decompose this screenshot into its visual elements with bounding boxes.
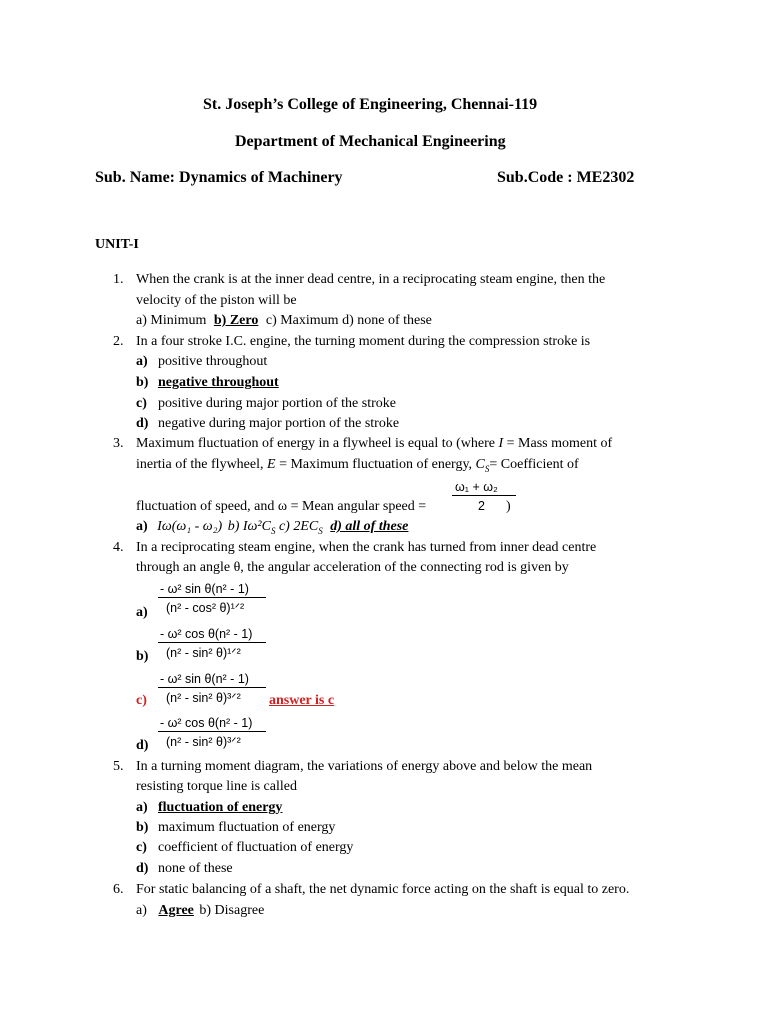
- q2-option-b-answer: negative throughout: [158, 375, 279, 390]
- q5-option-b-label: b): [136, 820, 149, 835]
- q3-fraction-numerator: ω₁ + ω₂: [455, 480, 498, 494]
- q4-option-c-bar: [158, 687, 266, 688]
- q4-line2: through an angle θ, the angular acceleration of the connecting rod is given by: [136, 560, 569, 575]
- q4-option-c-numerator: - ω² sin θ(n² - 1): [160, 672, 249, 686]
- q5-option-b-text: maximum fluctuation of energy: [158, 820, 336, 835]
- q4-answer-note: answer is c: [269, 693, 335, 708]
- q5-option-c-text: coefficient of fluctuation of energy: [158, 840, 354, 855]
- q2-number: 2.: [113, 334, 124, 349]
- unit-heading: UNIT-I: [95, 237, 139, 252]
- q4-option-a-denominator: (n² - cos² θ)¹ᐟ²: [166, 601, 245, 615]
- q6-number: 6.: [113, 882, 124, 897]
- q2-text: In a four stroke I.C. engine, the turning moment during the compression stroke is: [136, 334, 591, 349]
- q5-option-a-answer: fluctuation of energy: [158, 800, 283, 815]
- q4-line1: In a reciprocating steam engine, when the crank has turned from inner dead centre: [136, 540, 597, 555]
- q5-number: 5.: [113, 759, 124, 774]
- q1-option-a: a) Minimum: [136, 313, 207, 328]
- q4-option-b-denominator: (n² - sin² θ)¹ᐟ²: [166, 646, 241, 660]
- q3-number: 3.: [113, 436, 124, 451]
- q2-option-a-text: positive throughout: [158, 354, 268, 369]
- q1-options: [136, 312, 432, 330]
- q3-fraction-denominator: 2: [478, 499, 485, 513]
- q6-option-a-answer: Agree: [158, 903, 194, 918]
- q4-option-d-numerator: - ω² cos θ(n² - 1): [160, 716, 253, 730]
- q3-line1: Maximum fluctuation of energy in a flywheel is equal to (where I = Mass moment of: [136, 436, 613, 451]
- q4-option-a-label: a): [136, 605, 148, 620]
- q3-option-d-answer: d) all of these: [330, 519, 409, 534]
- q4-option-b-numerator: - ω² cos θ(n² - 1): [160, 627, 253, 641]
- q4-option-c-denominator: (n² - sin² θ)³ᐟ²: [166, 691, 241, 705]
- q4-option-a-numerator: - ω² sin θ(n² - 1): [160, 582, 249, 596]
- q3-options: a) Iω(ω₁ - ω₂) b) $I\omega^2C_S$ c) $2EC_S$ d) all of these: [136, 519, 409, 536]
- q1-option-b-answer: b) Zero: [213, 313, 259, 328]
- q1-option-cd: c) Maximum d) none of these: [265, 313, 432, 328]
- subject-code: Sub.Code : ME2302: [497, 169, 635, 186]
- department-title: Department of Mechanical Engineering: [235, 133, 506, 150]
- q4-option-d-bar: [158, 731, 266, 732]
- q5-option-c-label: c): [136, 840, 147, 855]
- q4-option-c-label: c): [136, 693, 147, 708]
- q3-line2: inertia of the flywheel, E = Maximum fluctuation of energy, $C_S=$ Coefficient of: [136, 457, 579, 474]
- q5-option-d-text: none of these: [158, 861, 233, 876]
- q2-option-b-label: b): [136, 375, 149, 390]
- q6-text: For static balancing of a shaft, the net dynamic force acting on the shaft is equal to zero.: [136, 882, 630, 897]
- q4-number: 4.: [113, 540, 124, 555]
- q3-line3: fluctuation of speed, and ω = Mean angular speed =: [136, 499, 427, 514]
- q1-number: 1.: [113, 272, 124, 287]
- q4-option-d-label: d): [136, 738, 149, 753]
- q1-text-line1: When the crank is at the inner dead centre, in a reciprocating steam engine, then the: [136, 272, 606, 287]
- q2-option-c-label: c): [136, 396, 147, 411]
- q1-text-line2: velocity of the piston will be: [136, 293, 297, 308]
- q4-option-a-bar: [158, 597, 266, 598]
- subject-name: Sub. Name: Dynamics of Machinery: [95, 169, 343, 186]
- q4-option-b-bar: [158, 642, 266, 643]
- q2-option-c-text: positive during major portion of the stroke: [158, 396, 396, 411]
- q2-option-d-label: d): [136, 416, 149, 431]
- q4-option-d-denominator: (n² - sin² θ)³ᐟ²: [166, 735, 241, 749]
- q6-options: a) Agree b) Disagree: [136, 903, 265, 918]
- q2-option-a-label: a): [136, 354, 148, 369]
- q5-option-a-label: a): [136, 800, 148, 815]
- college-title: St. Joseph’s College of Engineering, Chennai-119: [203, 96, 538, 113]
- q3-line3-close: ): [506, 499, 511, 514]
- q2-option-d-text: negative during major portion of the stroke: [158, 416, 400, 431]
- q3-fraction-bar: [452, 495, 516, 496]
- q5-option-d-label: d): [136, 861, 149, 876]
- q5-line2: resisting torque line is called: [136, 779, 297, 794]
- q4-option-b-label: b): [136, 649, 149, 664]
- q5-line1: In a turning moment diagram, the variations of energy above and below the mean: [136, 759, 593, 774]
